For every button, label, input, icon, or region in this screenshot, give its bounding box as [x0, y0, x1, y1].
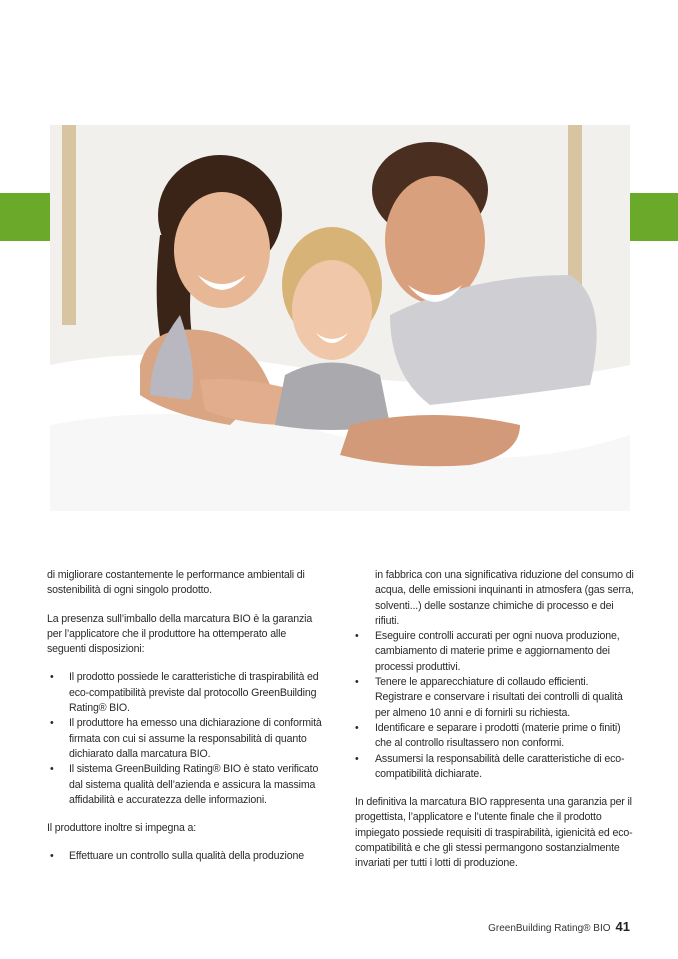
bullet-icon: •	[355, 721, 359, 734]
right-column	[355, 568, 635, 872]
list-item: • Tenere le apparecchiature di collaudo efficienti. Registrare e conservare i risultati dei controlli di qualità per almeno 10 anni e di fornirli su richiesta.	[355, 676, 623, 719]
bullet-icon: •	[355, 630, 359, 643]
bullet-icon: •	[50, 671, 54, 684]
family-illustration	[50, 125, 630, 511]
list-item: • Assumersi la responsabilità delle caratteristiche di eco-compatibilità dichiarate.	[355, 752, 625, 780]
list-item: • Identificare e separare i prodotti (materie prime o finiti) che al controllo risultassero non conformi.	[355, 721, 621, 750]
bullet-icon: •	[50, 850, 54, 863]
list-item: • Eseguire controlli accurati per ogni nuova produzione, cambiamento di materie prime e aggiornamento dei processi produttivi.	[355, 630, 620, 673]
bullet-icon: •	[50, 763, 54, 776]
paragraph-conclusion: In definitiva la marcatura BIO rappresenta una garanzia per il progettista, l’applicatore e l’utente finale che il prodotto impiegato possiede requisiti di traspirabilità, igienicità ed eco-compatibilità e che gli stessi permangono sostanzialmente invariati per tutti i lotti di produzione.	[355, 796, 633, 870]
list-item: • Il produttore ha emesso una dichiarazione di conformità firmata con cui si assume la responsabilità di quanto dichiarato dalla marcatura BIO.	[50, 717, 322, 760]
paragraph-impegno: Il produttore inoltre si impegna a:	[47, 822, 197, 835]
bullet-icon: •	[355, 676, 359, 689]
list-item: • Effettuare un controllo sulla qualità della produzione	[47, 849, 322, 864]
page-number: 41	[615, 919, 630, 934]
page-footer	[488, 919, 630, 934]
footer-label: GreenBuilding Rating® BIO	[488, 923, 611, 934]
list-item: • Il prodotto possiede le caratteristiche di traspirabilità ed eco-compatibilità previste dal protocollo GreenBuilding Rating® BIO.	[50, 671, 319, 715]
bullet-icon: •	[50, 717, 54, 730]
bullet-icon: •	[355, 752, 359, 765]
left-column	[47, 568, 322, 865]
paragraph-garanzia: La presenza sull’imballo della marcatura BIO è la garanzia per l’applicatore che il produttore ha ottemperato alle seguenti disposizioni:	[47, 612, 313, 656]
list-item: • Il sistema GreenBuilding Rating® BIO è stato verificato dal sistema qualità dell’azienda e assicura la massima affidabilità e accuratezza delle informazioni.	[50, 763, 319, 806]
paragraph-continuation: in fabbrica con una significativa riduzione del consumo di acqua, delle emissioni inquinanti in atmosfera (gas serra, solventi...) delle sostanze chimiche di processo e dei rifiuti.	[375, 569, 634, 627]
paragraph-intro: di migliorare costantemente le performance ambientali di sostenibilità di ogni singolo prodotto.	[47, 569, 305, 597]
family-photo	[50, 125, 630, 511]
